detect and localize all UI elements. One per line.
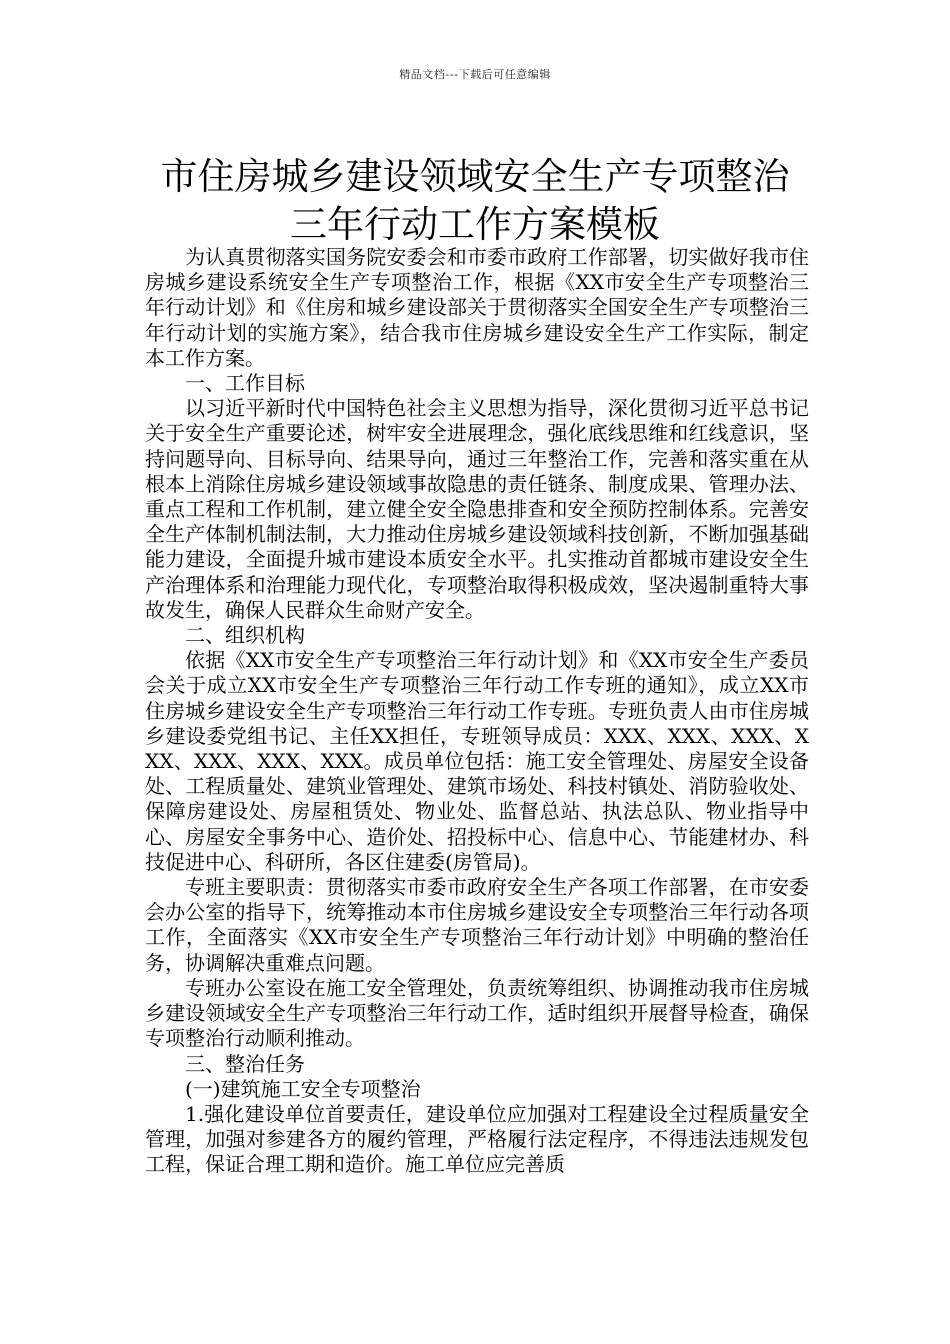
- office-paragraph: 专班办公室设在施工安全管理处，负责统筹组织、协调推动我市住房城乡建设领域安全生产专项整治三年行动工作，适时组织开展督导检查，确保专项整治行动顺利推动。: [145, 975, 809, 1051]
- header-note: 精品文档---下载后可任意编辑: [399, 68, 551, 81]
- intro-paragraph: 为认真贯彻落实国务院安委会和市委市政府工作部署，切实做好我市住房城乡建设系统安全生产专项整治工作，根据《XX市安全生产专项整治三年行动计划》和《住房和城乡建设部关于贯彻落实全国安全生产专项整治三年行动计划的实施方案》，结合我市住房城乡建设安全生产工作实际，制定本工作方案。: [145, 245, 809, 370]
- document-title: [60, 153, 890, 249]
- goals-paragraph: 以习近平新时代中国特色社会主义思想为指导，深化贯彻习近平总书记关于安全生产重要论述，树牢安全进展理念，强化底线思维和红线意识，坚持问题导向、目标导向、结果导向，通过三年整治工作，完善和落实重在从根本上消除住房城乡建设领域事故隐患的责任链条、制度成果、管理办法、重点工程和工作机制，建立健全安全隐患排查和安全预防控制体系。完善安全生产体制机制法制，大力推动住房城乡建设领域科技创新，不断加强基础能力建设，全面提升城市建设本质安全水平。扎实推动首都城市建设安全生产治理体系和治理能力现代化，专项整治取得积极成效，坚决遏制重特大事故发生，确保人民群众生命财产安全。: [145, 396, 809, 622]
- task-item-1: 1.强化建设单位首要责任，建设单位应加强对工程建设全过程质量安全管理，加强对参建各方的履约管理，严格履行法定程序，不得违法违规发包工程，保证合理工期和造价。施工单位应完善质: [145, 1101, 809, 1177]
- section-heading-tasks: 三、整治任务: [185, 1051, 305, 1076]
- title-line-1: 市住房城乡建设领域安全生产专项整治: [160, 154, 790, 198]
- organization-paragraph: 依据《XX市安全生产专项整治三年行动计划》和《XX市安全生产委员会关于成立XX市安全生产专项整治三年行动工作专班的通知》，成立XX市住房城乡建设安全生产专项整治三年行动工作专班。专班负责人由市住房城乡建设委党组书记、主任XX担任，专班领导成员：XXX、XXX、XXX、XXX、XXX、XXX、XXX。成员单位包括：施工安全管理处、房屋安全设备处、工程质量处、建筑业管理处、建筑市场处、科技村镇处、消防验收处、保障房建设处、房屋租赁处、物业处、监督总站、执法总队、物业指导中心、房屋安全事务中心、造价处、招投标中心、信息中心、节能建材办、科技促进中心、科研所，各区住建委(房管局)。: [145, 648, 809, 874]
- title-line-2: 三年行动工作方案模板: [290, 202, 660, 246]
- section-heading-organization: 二、组织机构: [185, 623, 305, 648]
- subsection-heading-construction: (一)建筑施工安全专项整治: [185, 1076, 421, 1101]
- section-heading-goals: 一、工作目标: [185, 371, 305, 396]
- document-body: [145, 245, 809, 1178]
- duties-paragraph: 专班主要职责：贯彻落实市委市政府安全生产各项工作部署，在市安委会办公室的指导下，统筹推动本市住房城乡建设安全专项整治三年行动各项工作，全面落实《XX市安全生产专项整治三年行动计划》中明确的整治任务，协调解决重难点问题。: [145, 875, 809, 975]
